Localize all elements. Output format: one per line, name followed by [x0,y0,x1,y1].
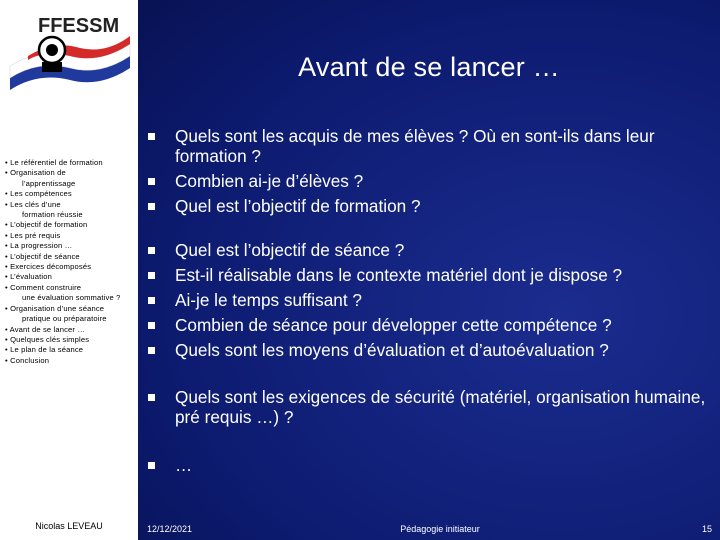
ffessm-logo [8,8,132,100]
bullet-text: Ai-je le temps suffisant ? [175,290,362,310]
footer-date: 12/12/2021 [147,524,193,534]
sidebar-item[interactable]: • L’évaluation [5,272,52,282]
square-bullet-icon [148,178,155,185]
footer-center: Pédagogie initiateur [400,524,480,534]
sidebar-item[interactable]: • Quelques clés simples [5,334,90,344]
svg-text:FFESSM: FFESSM [38,15,120,37]
sidebar-item[interactable]: formation réussie [22,210,83,220]
sidebar-item[interactable]: l’apprentissage [22,178,76,188]
square-bullet-icon [148,203,155,210]
bullet-text: Combien ai-je d’élèves ? [175,171,364,191]
sidebar-outline [5,158,137,366]
sidebar-item[interactable]: • Organisation d’une séance [5,303,105,313]
sidebar [0,0,138,540]
square-bullet-icon [148,133,155,140]
bullet-text: Quels sont les acquis de mes élèves ? Où en sont-ils dans leur formation ? [175,126,655,166]
bullet-text: Quels sont les moyens d’évaluation et d’autoévaluation ? [175,340,609,360]
sidebar-item[interactable]: • L’objectif de formation [5,220,88,230]
square-bullet-icon [148,462,155,469]
square-bullet-icon [148,297,155,304]
sidebar-item[interactable]: • Conclusion [5,355,50,365]
bullet-text: Combien de séance pour développer cette compétence ? [175,315,612,335]
sidebar-item[interactable]: • Organisation de [5,168,66,178]
sidebar-item[interactable]: • Exercices décomposés [5,262,92,272]
page-number: 15 [701,524,712,534]
author-name: Nicolas LEVEAU [35,521,103,531]
sidebar-item[interactable]: • Les pré requis [5,230,61,240]
sidebar-item[interactable]: • La progression … [5,241,73,251]
square-bullet-icon [148,394,155,401]
sidebar-item[interactable]: • Le référentiel de formation [5,158,103,167]
square-bullet-icon [148,272,155,279]
sidebar-item[interactable]: • Avant de se lancer … [5,324,86,334]
bullet-text: Quel est l’objectif de séance ? [175,240,405,260]
square-bullet-icon [148,347,155,354]
sidebar-item[interactable]: • Comment construire [5,282,82,292]
sidebar-item[interactable]: • Les clés d’une [5,199,61,209]
bullet-text: Est-il réalisable dans le contexte matériel dont je dispose ? [175,265,623,285]
bullet-text: Quels sont les exigences de sécurité (matériel, organisation humaine, pré requis …) ? [175,387,706,427]
slide-title: Avant de se lancer … [298,52,560,82]
square-bullet-icon [148,322,155,329]
sidebar-item[interactable]: pratique ou préparatoire [22,314,107,324]
slide-content [138,0,720,540]
sidebar-item[interactable]: • Les compétences [5,189,72,199]
bullet-text: Quel est l’objectif de formation ? [175,196,421,216]
bullet-text: … [175,455,193,475]
sidebar-item[interactable]: • Le plan de la séance [5,345,84,355]
square-bullet-icon [148,247,155,254]
sidebar-item[interactable]: une évaluation sommative ? [22,293,121,303]
sidebar-item[interactable]: • L’objectif de séance [5,251,80,261]
